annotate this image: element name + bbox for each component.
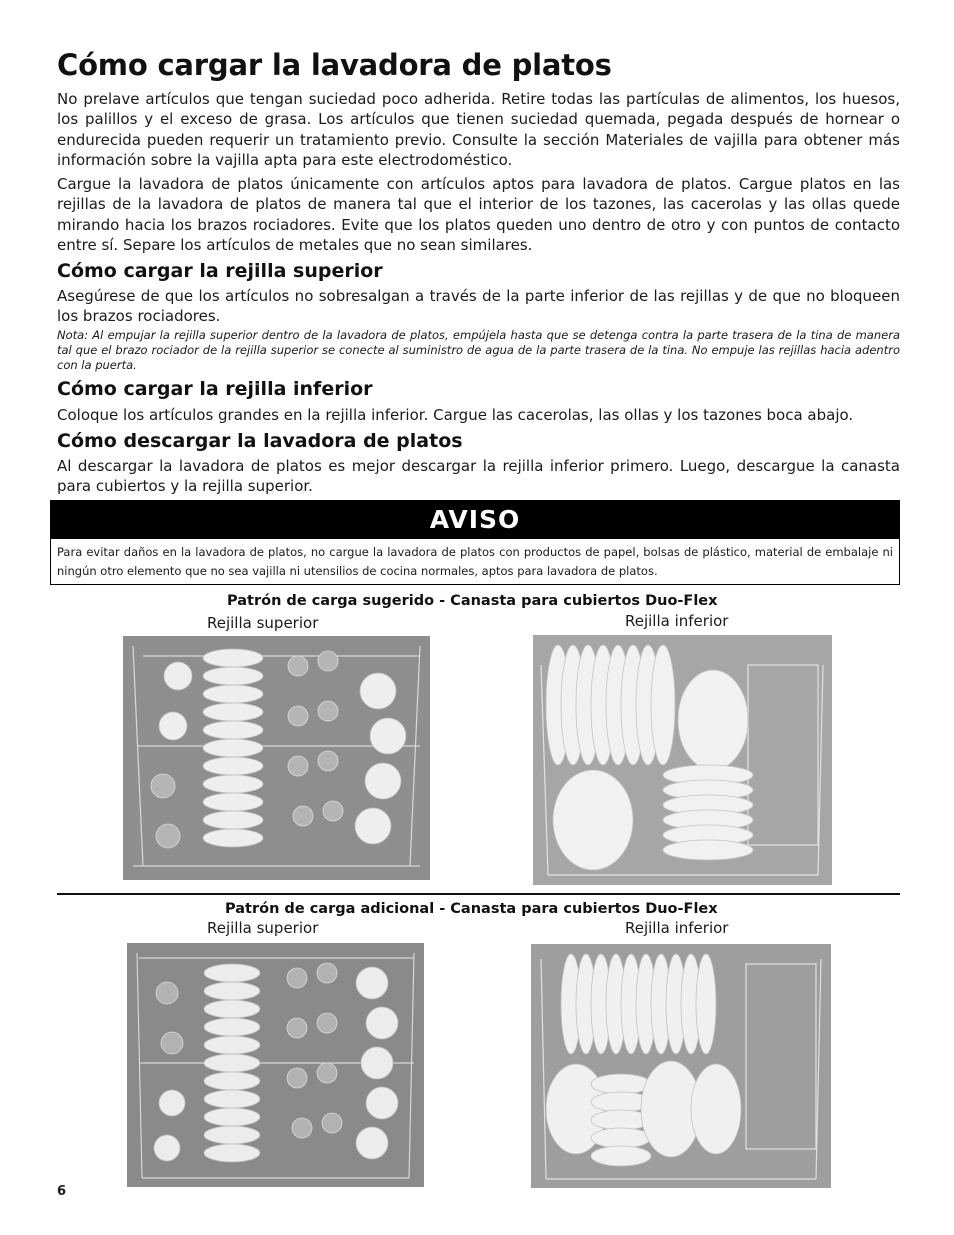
pattern-1-upper-label: Rejilla superior — [207, 614, 319, 632]
pattern-2-lower-label: Rejilla inferior — [625, 919, 729, 937]
pattern-1-lower-label: Rejilla inferior — [625, 612, 729, 630]
pattern-2-upper-label: Rejilla superior — [207, 919, 319, 937]
notice-text: Para evitar daños en la lavadora de platos, no cargue la lavadora de platos con productos de papel, bolsas de plástico, material de embalaje ni ningún otro elemento que no sea vajilla ni utensilios de cocina normales, aptos para lavadora de platos. — [57, 545, 893, 578]
lower-rack-heading: Cómo cargar la rejilla inferior — [57, 378, 373, 400]
unload-heading: Cómo descargar la lavadora de platos — [57, 430, 463, 452]
unload-text: Al descargar la lavadora de platos es mejor descargar la rejilla inferior primero. Luego, descargue la canasta para cubiertos y la rejilla superior. — [57, 457, 900, 496]
lower-rack-photo-2 — [531, 944, 831, 1188]
notice-heading: AVISO — [51, 501, 899, 539]
upper-rack-note: Nota: Al empujar la rejilla superior dentro de la lavadora de platos, empújela hasta que se detenga contra la parte trasera de la tina de manera tal que el brazo rociador de la rejilla superior se conecte al suministro de agua de la parte trasera de la tina. No empuje las rejillas hacia adentro con la puerta. — [57, 328, 900, 372]
notice-box — [50, 500, 900, 585]
upper-rack-text: Asegúrese de que los artículos no sobresalgan a través de la parte inferior de las rejillas y de que no bloqueen los brazos rociadores. — [57, 287, 900, 326]
lower-rack-photo-1 — [533, 635, 832, 885]
page-title: Cómo cargar la lavadora de platos — [57, 48, 612, 82]
pattern-1-caption: Patrón de carga sugerido - Canasta para cubiertos Duo-Flex — [227, 593, 718, 609]
page-number: 6 — [57, 1184, 67, 1199]
upper-rack-heading: Cómo cargar la rejilla superior — [57, 260, 383, 282]
pattern-2-caption: Patrón de carga adicional - Canasta para cubiertos Duo-Flex — [225, 901, 718, 917]
upper-rack-photo-2 — [127, 943, 424, 1187]
upper-rack-photo-1 — [123, 636, 430, 880]
intro-paragraph-2: Cargue la lavadora de platos únicamente con artículos aptos para lavadora de platos. Cargue platos en las rejillas de la lavadora de platos de manera tal que el interior de los tazones, las cacerolas y las ollas quede mirando hacia los brazos rociadores. Evite que los platos queden uno dentro de otro y con puntos de contacto entre sí. Separe los artículos de metales que no sean similares. — [57, 175, 900, 255]
section-divider — [57, 893, 900, 895]
lower-rack-text: Coloque los artículos grandes en la rejilla inferior. Cargue las cacerolas, las ollas y los tazones boca abajo. — [57, 406, 854, 424]
intro-paragraph-1: No prelave artículos que tengan suciedad poco adherida. Retire todas las partículas de alimentos, los huesos, los palillos y el exceso de grasa. Los artículos que tienen suciedad quemada, pegada después de hornear o endurecida pueden requerir un tratamiento previo. Consulte la sección Materiales de vajilla para obtener más información sobre la vajilla apta para este electrodoméstico. — [57, 90, 900, 170]
